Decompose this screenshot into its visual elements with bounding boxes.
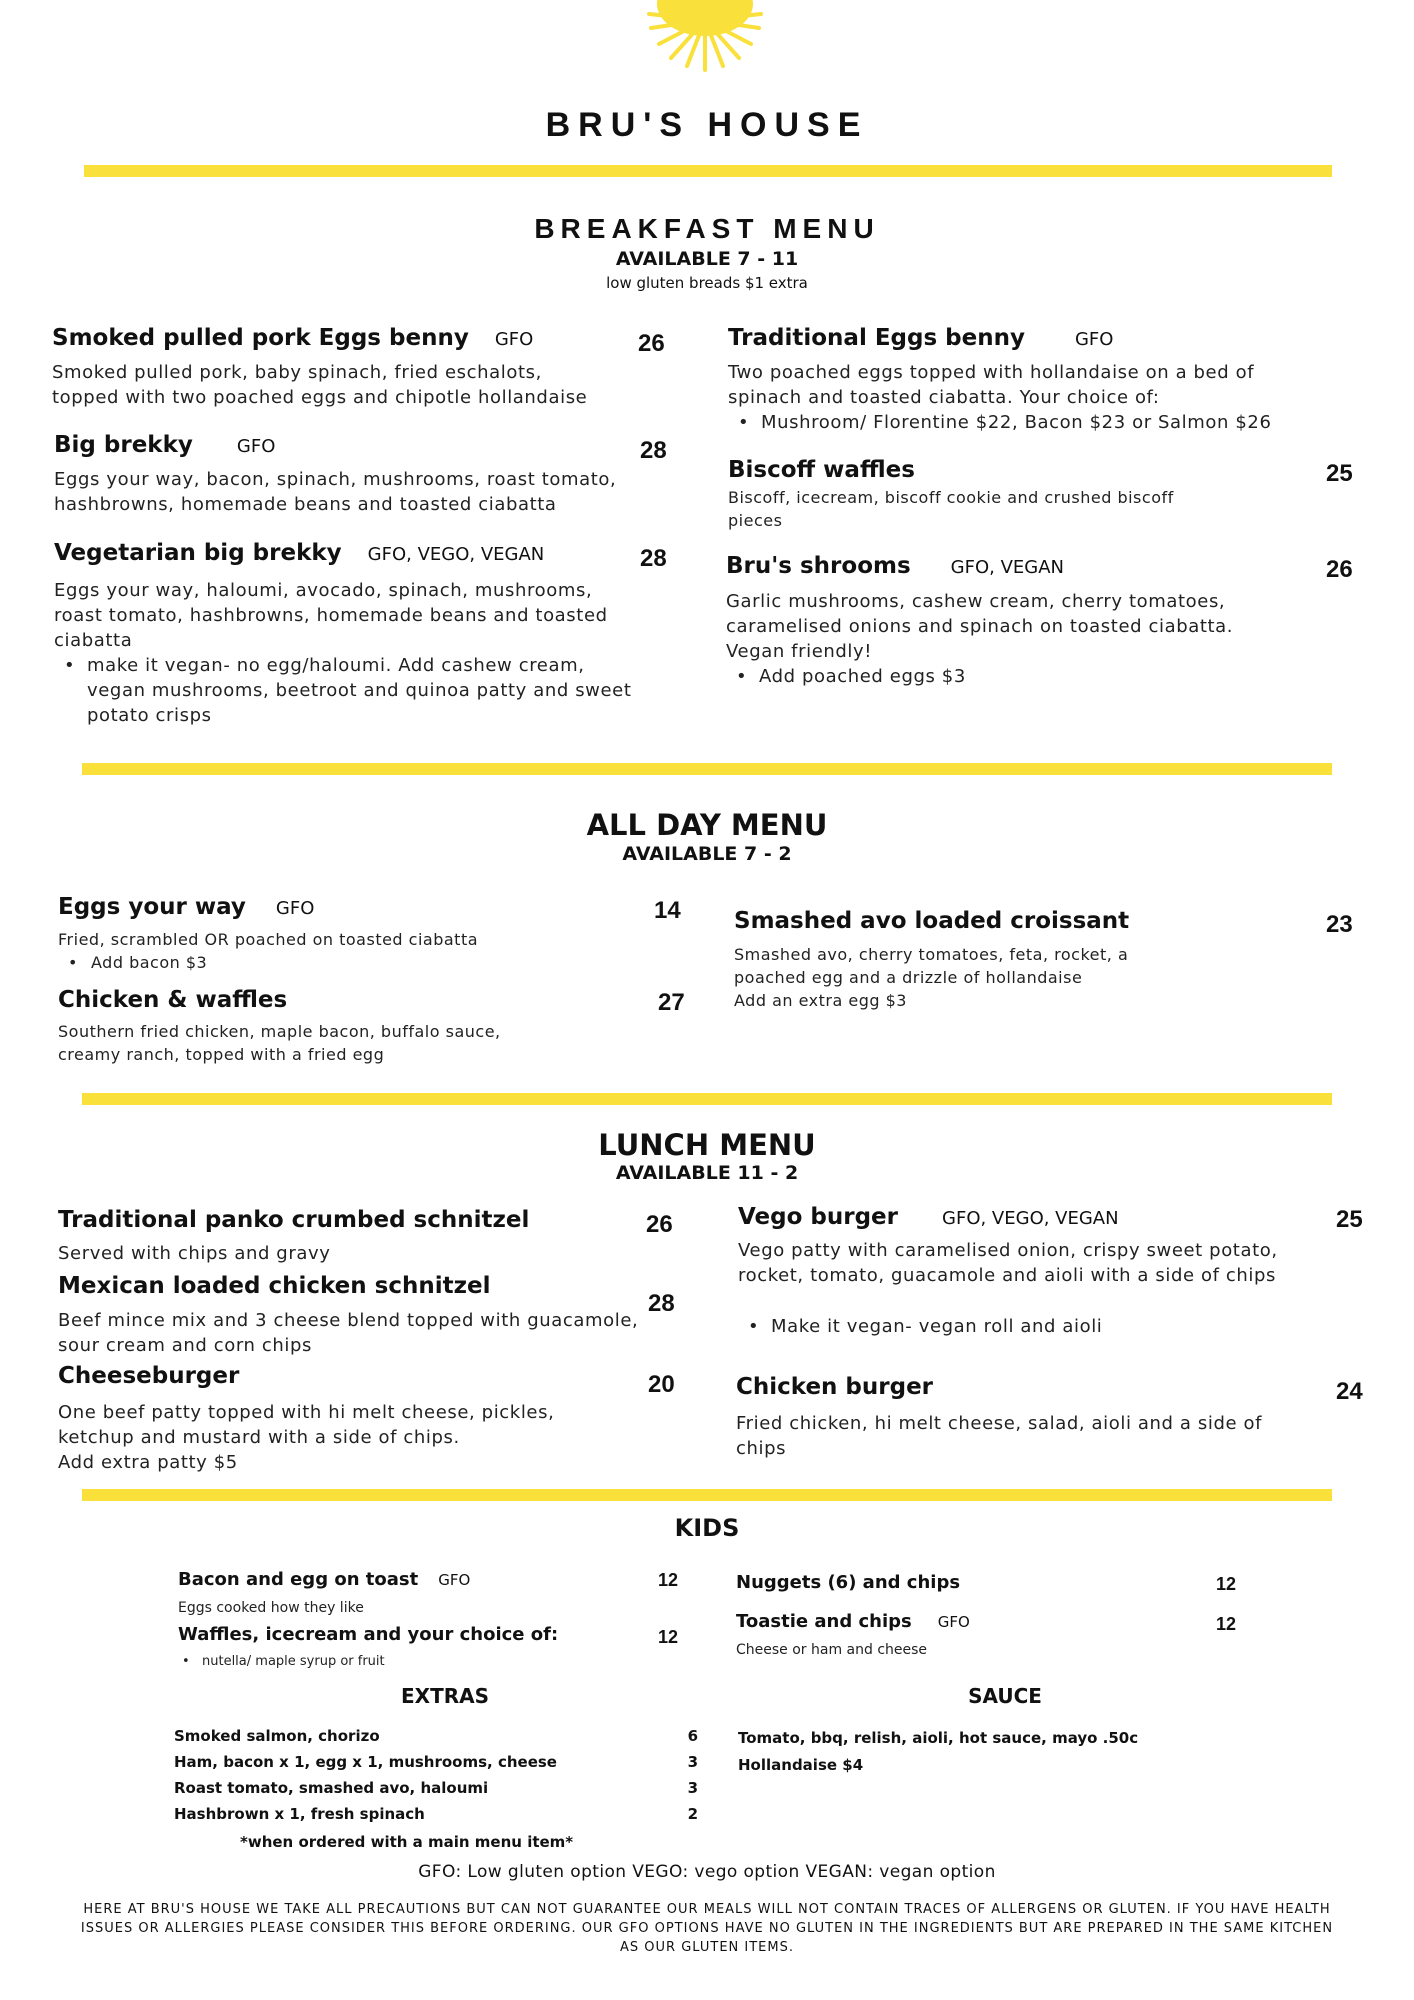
list-item: • Add bacon $3 <box>58 951 558 974</box>
item-description: Garlic mushrooms, cashew cream, cherry tomatoes, caramelised onions and spinach on toasted ciabatta. Vegan friendly! <box>726 591 1234 662</box>
item-price: 28 <box>640 437 667 464</box>
menu-item: Vegetarian big brekky GFO, VEGO, VEGAN <box>54 540 545 566</box>
item-price: 24 <box>1336 1378 1363 1405</box>
option-list <box>172 1654 632 1669</box>
item-description: Served with chips and gravy <box>58 1243 331 1264</box>
allday-availability: AVAILABLE 7 - 2 <box>622 843 792 865</box>
option-list <box>58 951 558 974</box>
item-description: Beef mince mix and 3 cheese blend topped with guacamole, sour cream and corn chips <box>58 1310 639 1356</box>
item-price: 27 <box>658 989 685 1016</box>
extras-row: Roast tomato, smashed avo, haloumi 3 <box>174 1779 698 1797</box>
divider <box>82 1093 1332 1105</box>
extras-list <box>174 1727 698 1831</box>
item-extra: Add extra patty $5 <box>58 1452 238 1473</box>
item-price: 26 <box>1326 556 1353 583</box>
sun-icon <box>625 0 785 80</box>
menu-item: Chicken & waffles <box>58 987 288 1013</box>
sauce-title: SAUCE <box>968 1684 1042 1708</box>
legend: GFO: Low gluten option VEGO: vego option VEGAN: vegan option <box>418 1862 996 1882</box>
item-description: Eggs your way, haloumi, avocado, spinach, mushrooms, roast tomato, hashbrowns, homemade beans and toasted ciabatta <box>54 580 608 651</box>
list-item: • nutella/ maple syrup or fruit <box>172 1654 632 1669</box>
item-price: 12 <box>1216 1614 1237 1634</box>
item-description: Smashed avo, cherry tomatoes, feta, rocket, a poached egg and a drizzle of hollandaise <box>734 945 1129 987</box>
breakfast-availability: AVAILABLE 7 - 11 <box>615 248 799 270</box>
lunch-title: LUNCH MENU <box>598 1128 816 1162</box>
extras-row: Hashbrown x 1, fresh spinach 2 <box>174 1805 698 1823</box>
extras-note: *when ordered with a main menu item* <box>240 1833 574 1851</box>
menu-item: Biscoff waffles <box>728 457 915 483</box>
option-list <box>738 1314 1278 1339</box>
menu-item: Smashed avo loaded croissant <box>734 908 1130 934</box>
extras-row: Ham, bacon x 1, egg x 1, mushrooms, cheese 3 <box>174 1753 698 1771</box>
menu-item: Big brekky GFO <box>54 432 276 458</box>
menu-item: Eggs your way GFO <box>58 894 315 920</box>
extras-title: EXTRAS <box>400 1684 489 1708</box>
menu-item: Mexican loaded chicken schnitzel <box>58 1273 491 1299</box>
item-description: Eggs your way, bacon, spinach, mushrooms, roast tomato, hashbrowns, homemade beans and toasted ciabatta <box>54 469 617 515</box>
item-description: Smoked pulled pork, baby spinach, fried eschalots, topped with two poached eggs and chipotle hollandaise <box>52 362 588 408</box>
item-price: 25 <box>1326 460 1353 487</box>
menu-item: Chicken burger <box>736 1374 934 1400</box>
item-price: 20 <box>648 1371 675 1398</box>
item-price: 26 <box>638 330 665 357</box>
item-price: 12 <box>658 1627 679 1647</box>
item-price: 25 <box>1336 1206 1363 1233</box>
item-description: Vego patty with caramelised onion, crispy sweet potato, rocket, tomato, guacamole and aioli with a side of chips <box>738 1240 1278 1286</box>
kids-item: Bacon and egg on toast GFO <box>178 1569 471 1590</box>
menu-item: Vego burger GFO, VEGO, VEGAN <box>738 1204 1119 1230</box>
item-price: 26 <box>646 1211 673 1238</box>
kids-title: KIDS <box>674 1514 740 1542</box>
menu-item: Smoked pulled pork Eggs benny GFO <box>52 325 534 351</box>
menu-item: Cheeseburger <box>58 1363 240 1389</box>
list-item: • make it vegan- no egg/haloumi. Add cashew cream, vegan mushrooms, beetroot and quinoa patty and sweet potato crisps <box>54 653 634 728</box>
item-description: Two poached eggs topped with hollandaise on a bed of spinach and toasted ciabatta. Your choice of: <box>728 362 1255 408</box>
option-list <box>54 653 634 728</box>
menu-item: Bru's shrooms GFO, VEGAN <box>726 553 1064 579</box>
breakfast-title: BREAKFAST MENU <box>534 213 880 244</box>
item-price: 12 <box>658 1570 679 1590</box>
allday-title: ALL DAY MENU <box>586 808 828 842</box>
disclaimer: HERE AT BRU'S HOUSE WE TAKE ALL PRECAUTIONS BUT CAN NOT GUARANTEE OUR MEALS WILL NOT CONTAIN TRACES OF ALLERGENS OR GLUTEN. IF YOU HAVE HEALTH ISSUES OR ALLERGIES PLEASE CONSIDER THIS BEFORE ORDERING. OUR GFO OPTIONS HAVE NO GLUTEN IN THE INGREDIENTS BUT ARE PREPARED IN THE SAME KITCHEN AS OUR GLUTEN ITEMS. <box>80 1902 1334 1955</box>
item-description: Fried chicken, hi melt cheese, salad, aioli and a side of chips <box>736 1413 1263 1459</box>
sauce-line: Hollandaise $4 <box>738 1756 864 1774</box>
option-list <box>726 664 1266 689</box>
list-item: • Add poached eggs $3 <box>726 664 1266 689</box>
list-item: • Mushroom/ Florentine $22, Bacon $23 or Salmon $26 <box>728 410 1328 435</box>
item-extra: Add an extra egg $3 <box>734 991 907 1010</box>
extras-row: Smoked salmon, chorizo 6 <box>174 1727 698 1745</box>
item-price: 23 <box>1326 911 1353 938</box>
item-description: One beef patty topped with hi melt cheese, pickles, ketchup and mustard with a side of chips. <box>58 1402 555 1448</box>
kids-item: Nuggets (6) and chips <box>736 1572 961 1593</box>
menu-item: Traditional Eggs benny GFO <box>728 325 1114 351</box>
list-item: • Make it vegan- vegan roll and aioli <box>738 1314 1278 1339</box>
option-list <box>728 410 1328 435</box>
breakfast-note: low gluten breads $1 extra <box>606 274 808 292</box>
lunch-availability: AVAILABLE 11 - 2 <box>615 1162 799 1184</box>
item-description: Fried, scrambled OR poached on toasted ciabatta <box>58 930 479 949</box>
divider <box>82 763 1332 775</box>
sauce-line: Tomato, bbq, relish, aioli, hot sauce, mayo .50c <box>738 1729 1139 1747</box>
item-description: Southern fried chicken, maple bacon, buffalo sauce, creamy ranch, topped with a fried egg <box>58 1022 501 1064</box>
item-price: 12 <box>1216 1574 1237 1594</box>
item-description: Biscoff, icecream, biscoff cookie and crushed biscoff pieces <box>728 488 1174 530</box>
kids-item: Waffles, icecream and your choice of: <box>178 1624 559 1645</box>
item-price: 28 <box>640 545 667 572</box>
item-price: 14 <box>654 897 681 924</box>
item-description: Eggs cooked how they like <box>178 1600 364 1616</box>
divider <box>84 165 1332 177</box>
kids-item: Toastie and chips GFO <box>736 1611 970 1632</box>
menu-item: Traditional panko crumbed schnitzel <box>58 1207 530 1233</box>
item-price: 28 <box>648 1290 675 1317</box>
brand-title: BRU'S HOUSE <box>545 106 869 144</box>
item-description: Cheese or ham and cheese <box>736 1642 928 1658</box>
divider <box>82 1489 1332 1501</box>
